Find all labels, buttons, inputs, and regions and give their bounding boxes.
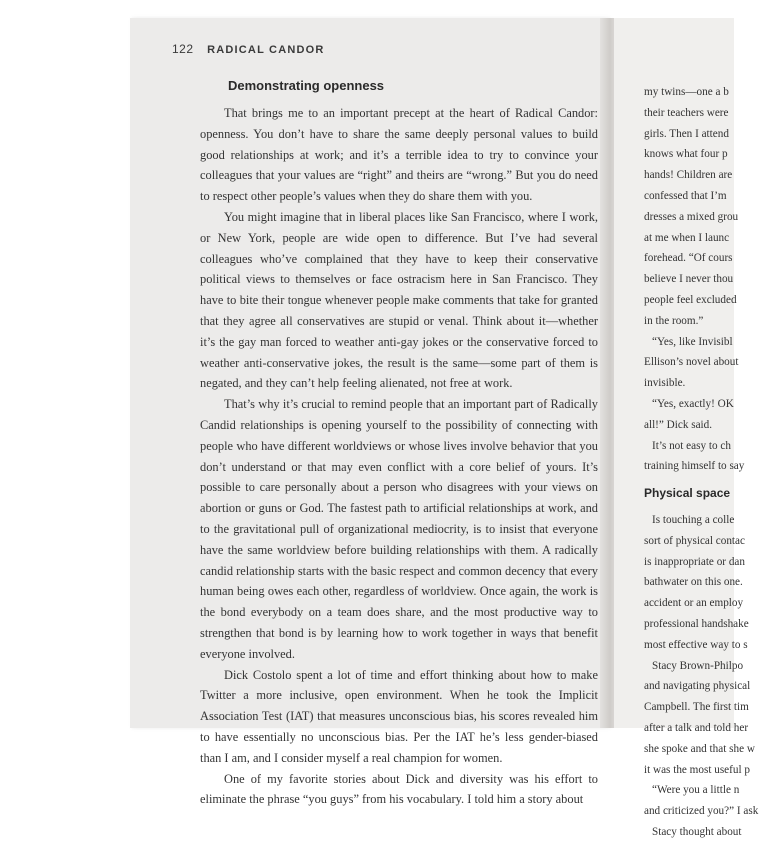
- text-line: accident or an employ: [644, 597, 744, 610]
- paragraph: One of my favorite stories about Dick and diversity was his effort to eliminate the phrase “you guys” from his vocabulary. I told him a story about: [200, 771, 598, 807]
- text-line: my twins—one a b: [644, 86, 729, 98]
- text-line: “Yes, like Invisibl: [652, 335, 733, 348]
- text-line: confessed that I’m: [644, 189, 727, 202]
- text-line: it was the most useful p: [644, 763, 750, 776]
- text-line: invisible.: [644, 377, 686, 390]
- paragraph: That’s why it’s crucial to remind people that an important part of Radically Candid relationships is opening yourself to the possibility of connecting with people who have different worldviews or whose lives involve behavior that you don’t understand or that may even conflict with a core belief of yours. It’s possible to care personally about a person who disagrees with your views on abortion or guns or God. The fastest path to artificial relationships at work, and to the gravitational pull of organizational mediocrity, is to insist that everyone have the same worldview before building relationships with them. A radically candid relationship starts with the basic respect and common decency that every human being owes each other, regardless of worldview. Once again, the work is the bond everybody on a team does share, and the most productive way to strengthen that bond is by learning how to work together in ways that benefit everyone involved.: [200, 397, 598, 661]
- paragraph: Dick Costolo spent a lot of time and effort thinking about how to make Twitter a more inclusive, open environment. When he took the Implicit Association Test (IAT) that measures unconscious bias, his scores revealed him to have essentially no unconscious bias. Per the IAT he’s less gender-biased than I am, and I consider myself a real champion for women.: [200, 667, 598, 765]
- text-line: sort of physical contac: [644, 534, 745, 547]
- text-line: Stacy Brown-Philpo: [652, 659, 744, 672]
- text-line: at me when I launc: [644, 231, 730, 244]
- text-line: It’s not easy to ch: [652, 439, 731, 452]
- text-line: dresses a mixed grou: [644, 210, 739, 223]
- text-line: and criticized you?” I ask: [644, 805, 759, 818]
- text-line: is inappropriate or dan: [644, 555, 745, 568]
- text-line: Is touching a colle: [652, 513, 735, 526]
- text-line: their teachers were: [644, 106, 729, 119]
- text-line: “Were you a little n: [652, 784, 740, 797]
- text-line: knows what four p: [644, 148, 728, 161]
- paragraph: That brings me to an important precept at the heart of Radical Candor: openness. You don’t have to share the same deeply personal values to build good relationships at work; and it’s a terrible idea to try to convince your colleagues that your values are “right” and theirs are “wrong.” But you do need to respect other people’s values when they do share them with you.: [200, 106, 598, 204]
- text-line: and navigating physical: [644, 680, 751, 693]
- text-line: Ellison’s novel about: [644, 356, 739, 369]
- text-line: Stacy thought about: [652, 825, 742, 838]
- text-line: believe I never thou: [644, 273, 734, 286]
- book-title: RADICAL CANDOR: [207, 44, 325, 56]
- text-line: after a talk and told her: [644, 721, 749, 734]
- paragraph: You might imagine that in liberal places like San Francisco, where I work, or New York, people are wide open to difference. But I’ve had several colleagues who’ve complained that they have to keep their conservative political views to themselves or face ostracism here in San Francisco. They have to bite their tongue whenever people make comments that take for granted that they agree all conservatives are stupid or venal. Think about it—whether it’s the gay man forced to weather anti-gay jokes or the conservative forced to weather anti-conservative jokes, the result is the same—some part of them is negated, and they can’t help feeling alienated, not free at work.: [200, 209, 598, 391]
- text-line: Campbell. The first tim: [644, 701, 749, 714]
- right-section-heading: Physical space: [644, 486, 731, 501]
- text-line: forehead. “Of cours: [644, 252, 733, 265]
- text-line: most effective way to s: [644, 638, 748, 651]
- text-line: training himself to say: [644, 460, 745, 473]
- left-body-text: [200, 103, 598, 810]
- text-line: she spoke and that she w: [644, 742, 755, 755]
- text-line: in the room.”: [644, 314, 704, 327]
- page-number: 122: [172, 42, 194, 56]
- text-line: people feel excluded: [644, 293, 737, 306]
- running-head: [172, 42, 325, 56]
- text-line: bathwater on this one.: [644, 576, 743, 589]
- text-line: professional handshake: [644, 617, 749, 630]
- right-body-text: [644, 82, 784, 843]
- text-line: girls. Then I attend: [644, 127, 729, 140]
- text-line: “Yes, exactly! OK: [652, 397, 734, 410]
- section-heading: Demonstrating openness: [228, 78, 385, 93]
- text-line: all!” Dick said.: [644, 418, 713, 431]
- text-line: hands! Children are: [644, 169, 733, 182]
